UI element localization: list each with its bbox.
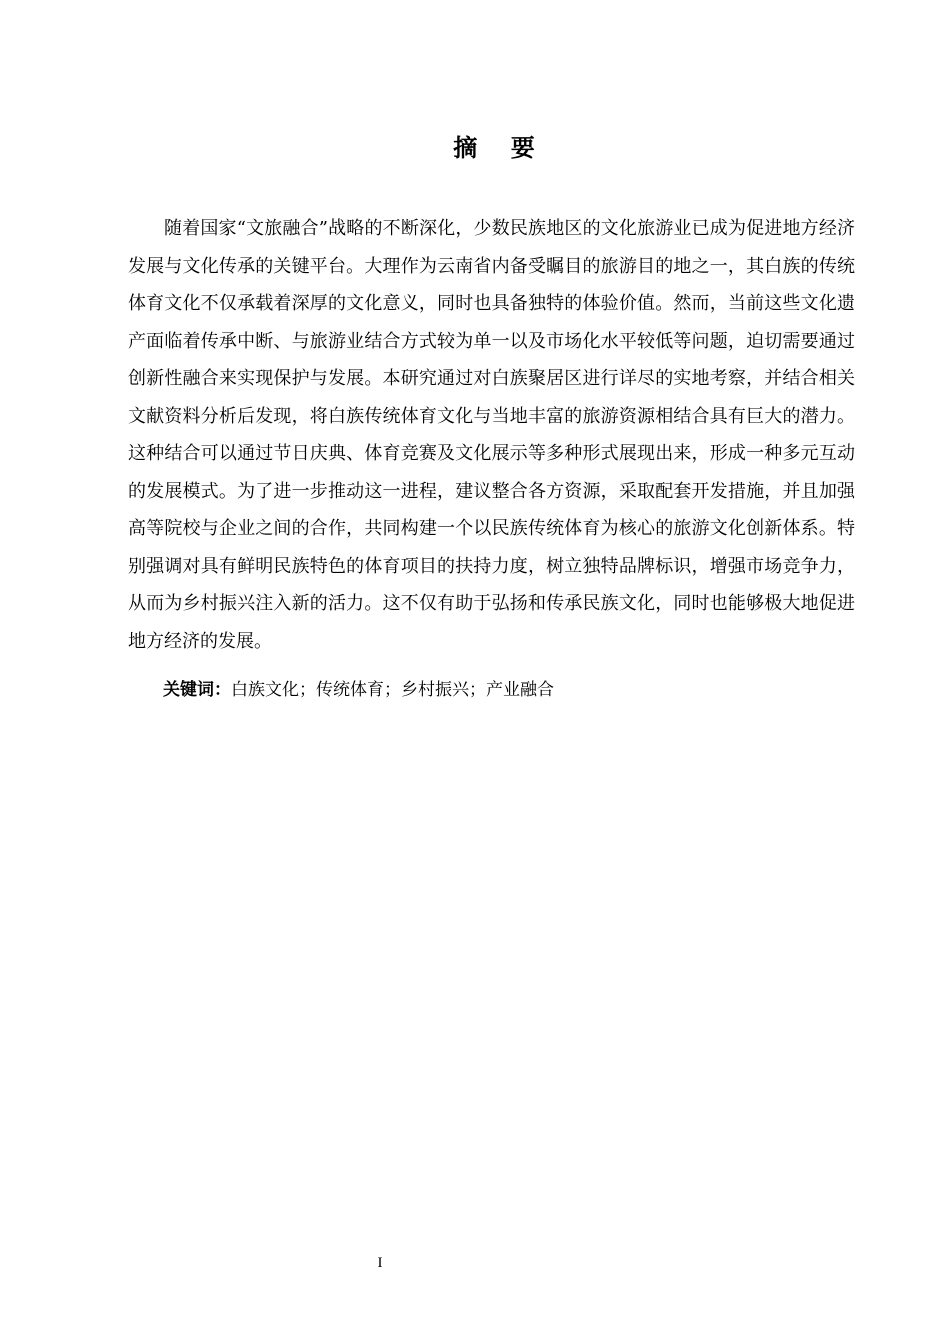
keywords-list: 白族文化；传统体育；乡村振兴；产业融合 xyxy=(231,680,554,700)
abstract-title: 摘 要 xyxy=(453,133,535,162)
keywords-line xyxy=(163,676,554,704)
page-number: I xyxy=(377,1255,383,1271)
abstract-paragraph: 随着国家“文旅融合”战略的不断深化，少数民族地区的文化旅游业已成为促进地方经济发展与文化传承的关键平台。大理作为云南省内备受瞩目的旅游目的地之一，其白族的传统体育文化不仅承载着深厚的文化意义，同时也具备独特的体验价值。然而，当前这些文化遗产面临着传承中断、与旅游业结合方式较为单一以及市场化水平较低等问题，迫切需要通过创新性融合来实现保护与发展。本研究通过对白族聚居区进行详尽的实地考察，并结合相关文献资料分析后发现，将白族传统体育文化与当地丰富的旅游资源相结合具有巨大的潜力。这种结合可以通过节日庆典、体育竞赛及文化展示等多种形式展现出来，形成一种多元互动的发展模式。为了进一步推动这一进程，建议整合各方资源，采取配套开发措施，并且加强高等院校与企业之间的合作，共同构建一个以民族传统体育为核心的旅游文化创新体系。特别强调对具有鲜明民族特色的体育项目的扶持力度，树立独特品牌标识，增强市场竞争力，从而为乡村振兴注入新的活力。这不仅有助于弘扬和传承民族文化，同时也能够极大地促进地方经济的发展。 xyxy=(128,218,855,652)
keywords-label: 关键词： xyxy=(163,680,231,700)
